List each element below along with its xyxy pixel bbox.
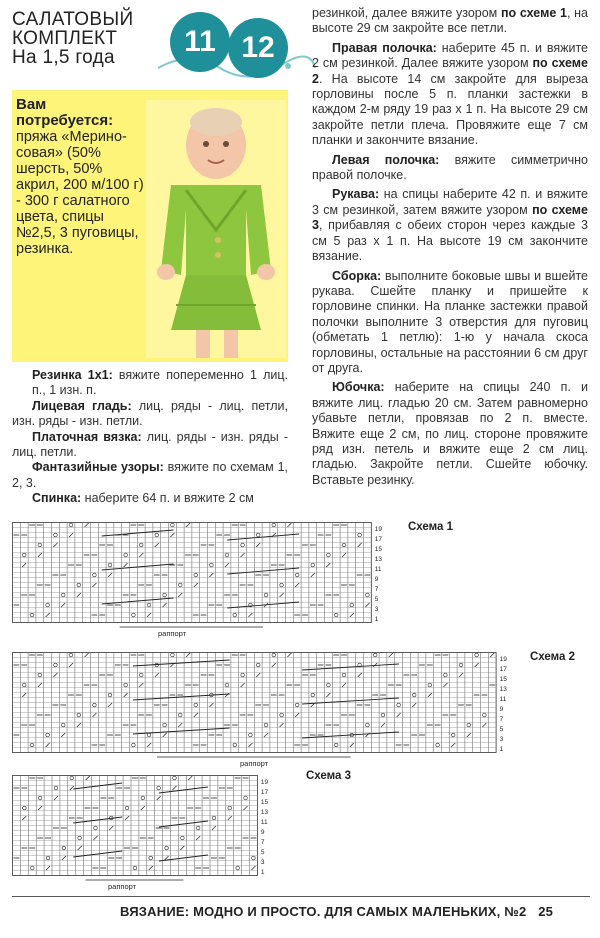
- materials-text: пряжа «Мерино-совая» (50% шерсть, 50% акрил, 200 м/100 г) - 300 г салатного цвета, спицы №2,5, 3 пуговицы, резинка.: [16, 129, 144, 257]
- scheme-3-chart: [12, 775, 277, 883]
- term-right-front: Правая полочка:: [332, 40, 437, 55]
- materials-list: [16, 97, 146, 257]
- term-rib: Резинка 1х1:: [32, 368, 113, 382]
- row-number-label: 9: [374, 576, 379, 583]
- row-number-label: 17: [260, 789, 269, 796]
- footer-rule: [12, 896, 590, 897]
- text-back-cont-bold: по схеме 1: [500, 6, 567, 20]
- right-text-column: [312, 6, 588, 488]
- paragraph-stockinette: [12, 399, 288, 430]
- scheme-2-rapport-label: раппорт: [240, 759, 269, 768]
- term-assembly: Сборка:: [332, 268, 382, 283]
- paragraph-fancy: [12, 460, 288, 491]
- row-number-label: 7: [260, 839, 265, 846]
- term-fancy: Фантазийные узоры:: [32, 460, 164, 475]
- baby-photo: [146, 100, 286, 358]
- text-back-cont-1: резинкой, далее вяжите узором: [312, 6, 501, 20]
- row-number-label: 19: [260, 779, 269, 786]
- footer-magazine-title: ВЯЗАНИЕ: МОДНО И ПРОСТО. ДЛЯ САМЫХ МАЛЕНЬКИХ, №2: [120, 904, 527, 919]
- text-rib: вяжите попеременно 1 лиц. п., 1 изн. п.: [32, 368, 288, 398]
- paragraph-right-front: [312, 41, 588, 149]
- row-number-label: 7: [499, 716, 504, 723]
- row-number-label: 3: [260, 859, 265, 866]
- row-number-label: 9: [260, 829, 265, 836]
- text-back-cont-2: , на высоте 29 см закройте все петли.: [312, 6, 588, 36]
- text-back: наберите 64 п. и вяжите 2 см: [81, 491, 254, 506]
- row-number-label: 19: [374, 526, 382, 533]
- title-line-1: САЛАТОВЫЙ: [12, 9, 134, 30]
- pattern-number-badge-12: 12: [228, 18, 288, 78]
- term-garter: Платочная вязка:: [32, 429, 142, 444]
- paragraph-skirt: [312, 380, 588, 488]
- term-sleeves: Рукава:: [332, 187, 380, 202]
- scheme-3-title: Схема 3: [306, 770, 352, 782]
- scheme-1-title: Схема 1: [408, 521, 454, 533]
- text-fancy: вяжите по схемам 1, 2, 3.: [12, 460, 288, 490]
- row-number-label: 3: [499, 736, 504, 743]
- article-title: [12, 10, 133, 67]
- term-left-front: Левая полочка:: [332, 152, 440, 167]
- row-number-label: 19: [499, 656, 507, 663]
- row-number-label: 17: [499, 666, 507, 673]
- text-sleeves: на спицы наберите 42 п. и вяжите 3 см резинкой, затем вяжите узором: [312, 187, 588, 217]
- term-back: Спинка:: [32, 491, 82, 506]
- row-number-label: 17: [374, 536, 382, 543]
- footer-page-number: 25: [538, 904, 554, 919]
- row-number-label: 7: [374, 586, 379, 593]
- title-line-2: КОМПЛЕКТ: [12, 28, 118, 49]
- text-garter: лиц. ряды - изн. ряды - лиц. петли.: [12, 429, 288, 460]
- row-number-label: 1: [499, 746, 504, 753]
- row-number-label: 13: [260, 809, 269, 816]
- text-right-front: наберите 45 п. и вяжите 2 см резинкой. Далее вяжите узором: [312, 40, 588, 71]
- paragraph-back-cont: [312, 6, 588, 37]
- text-left-front: вяжите симметрично правой полочке.: [312, 152, 588, 183]
- row-number-label: 1: [260, 869, 265, 876]
- text-right-front-2: . На высоте 14 см закройте для выреза горловины после 5 п. планки застежки в каждом 2-м ряду 19 раз х 1 п. На высоте 29 см закройте петли плеча. Провяжите еще 7 см планки и закончите вязание.: [312, 71, 588, 148]
- paragraph-sleeves: [312, 187, 588, 264]
- left-text-column: [12, 368, 288, 507]
- text-sleeves-bold: по схеме 3: [312, 202, 588, 233]
- term-stockinette: Лицевая гладь:: [32, 398, 132, 413]
- title-line-3: На 1,5 года: [12, 47, 115, 68]
- materials-heading: Вам потребуется:: [16, 96, 114, 129]
- row-number-label: 15: [374, 546, 382, 553]
- scheme-3-rapport-label: раппорт: [108, 882, 137, 891]
- row-number-label: 5: [260, 849, 265, 856]
- row-number-label: 11: [499, 696, 507, 703]
- row-number-label: 13: [499, 686, 507, 693]
- scheme-1-chart: [12, 522, 382, 630]
- row-number-label: 5: [499, 726, 504, 733]
- row-number-label: 11: [374, 566, 382, 573]
- row-number-label: 9: [499, 706, 504, 713]
- term-skirt: Юбочка:: [332, 380, 385, 395]
- row-number-label: 13: [374, 556, 382, 563]
- pattern-number-badge-11: 11: [170, 12, 230, 72]
- text-sleeves-2: , прибавляя с обеих сторон через каждые 3 см 5 раз х 1 п. На высоте 19 см закончите вязание.: [312, 218, 588, 264]
- paragraph-rib: [12, 368, 288, 399]
- text-right-front-bold: по схеме 2: [312, 56, 588, 86]
- row-number-label: 5: [374, 596, 379, 603]
- text-assembly: выполните боковые швы и вшейте рукава. Сшейте планку и пришейте к горловине спинки. На планке застежки правой полочки выполните 3 отверстия для пуговиц (обметать 1 петлю): 1-ю у начала скоса горловины, остальные на расстоянии 6 см друг от друга.: [312, 268, 588, 375]
- paragraph-back: [12, 491, 288, 506]
- scheme-2-title: Схема 2: [530, 651, 576, 663]
- row-number-label: 15: [499, 676, 507, 683]
- scheme-1-rapport-label: раппорт: [158, 629, 187, 638]
- row-number-label: 1: [374, 616, 379, 623]
- row-number-label: 15: [260, 799, 269, 806]
- footer: [120, 904, 590, 919]
- paragraph-assembly: [312, 269, 588, 377]
- paragraph-garter: [12, 430, 288, 461]
- row-number-label: 11: [260, 819, 268, 826]
- scheme-2-chart: [12, 652, 510, 760]
- paragraph-left-front: [312, 153, 588, 184]
- text-stockinette: лиц. ряды - лиц. петли, изн. ряды - изн. петли.: [12, 398, 288, 429]
- text-skirt: наберите на спицы 240 п. и вяжите лиц. гладью 20 см. Затем равномерно убавьте петли, провязав по 2 п. вместе. Вяжите еще 2 см, по лиц. стороне провяжите ряд изн. петель и вяжите еще 2 см лиц. гладью. Закройте петли. Сшейте юбочку. Вставьте резинку.: [312, 380, 588, 487]
- row-number-label: 3: [374, 606, 379, 613]
